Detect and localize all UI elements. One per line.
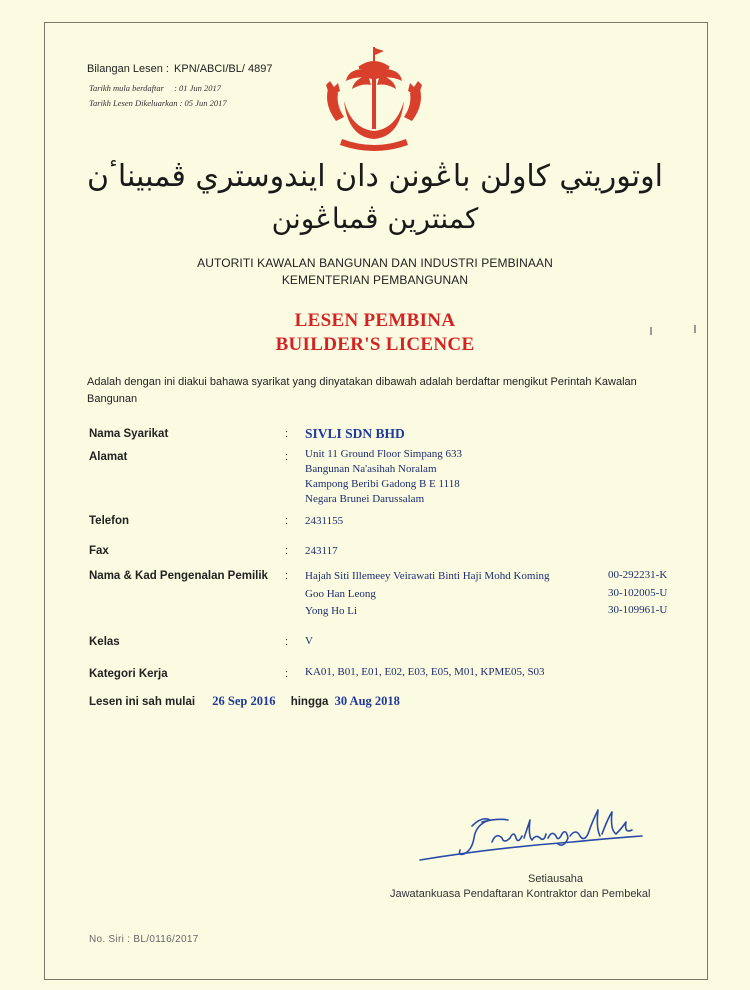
phone-value: 2431155 [305,515,344,527]
start-date [89,83,221,93]
class-label: Kelas [89,636,120,648]
owner-name: Yong Ho Li [305,605,358,617]
category-label: Kategori Kerja [89,668,168,680]
validity-line [89,694,400,709]
signature-image [412,798,650,870]
company-label: Nama Syarikat [89,428,169,440]
address-line: Kampong Beribi Gadong B E 1118 [305,478,460,490]
phone-label: Telefon [89,515,130,527]
valid-from: 26 Sep 2016 [212,694,276,708]
authority-name: AUTORITI KAWALAN BANGUNAN DAN INDUSTRI PEMBINAAN [197,256,553,270]
address-label: Alamat [89,451,128,463]
licence-number-label: Bilangan Lesen : [87,63,169,75]
address-line: Bangunan Na'asihah Noralam [305,463,437,475]
title-malay: LESEN PEMBINA [294,310,456,331]
owner-ic: 00-292231-K [608,569,668,581]
owner-name: Hajah Siti Illemeey Veirawati Binti Haji Mohd Koming [305,570,550,582]
jawi-line-1: اوتوريتي كاولن باڠونن دان ايندوستري ڤمبيناٴن [87,159,663,194]
colon: : [285,428,289,440]
brunei-crest-icon [318,45,430,155]
title-english: BUILDER'S LICENCE [275,334,475,355]
colon: : [285,515,289,527]
intro-text: Adalah dengan ini diakui bahawa syarikat yang dinyatakan dibawah adalah berdaftar mengikut Perintah Kawalan Bangunan [87,376,637,405]
colon: : [285,570,289,582]
issued-date-label: Tarikh Lesen Dikeluarkan [89,98,178,108]
issued-date [89,98,227,108]
start-date-value: : 01 Jun 2017 [174,83,222,93]
signatory-title: Setiausaha [528,873,584,885]
start-date-label: Tarikh mula berdaftar [89,83,164,93]
address-line: Unit 11 Ground Floor Simpang 633 [305,448,462,460]
owners-label: Nama & Kad Pengenalan Pemilik [89,570,268,582]
issued-date-value: : 05 Jun 2017 [179,98,227,108]
colon: : [285,636,289,648]
ministry-name: KEMENTERIAN PEMBANGUNAN [281,273,469,287]
owner-ic: 30-109961-U [608,604,668,616]
colon: : [285,668,289,680]
colon: : [285,545,289,557]
scan-mark [650,327,652,335]
serial-number: No. Siri : BL/0116/2017 [89,934,199,945]
scan-mark [694,325,696,333]
company-name: SIVLI SDN BHD [305,426,405,441]
class-value: V [305,635,313,647]
colon: : [285,451,289,463]
owner-ic: 30-102005-U [608,587,668,599]
signatory-committee: Jawatankuasa Pendaftaran Kontraktor dan Pembekal [390,888,651,900]
valid-to: 30 Aug 2018 [334,694,400,708]
fax-value: 243117 [305,545,338,557]
licence-number [87,63,272,75]
validity-until-label: hingga [290,696,329,708]
address-line: Negara Brunei Darussalam [305,493,425,505]
fax-label: Fax [89,545,109,557]
validity-label: Lesen ini sah mulai [89,696,196,708]
category-value: KA01, B01, E01, E02, E03, E05, M01, KPME05, S03 [305,666,545,678]
licence-number-value: KPN/ABCI/BL/ 4897 [174,63,273,75]
owner-name: Goo Han Leong [305,588,376,600]
jawi-line-2: كمنترين ڤمباڠونن [271,202,479,235]
jawi-heading [87,150,663,240]
